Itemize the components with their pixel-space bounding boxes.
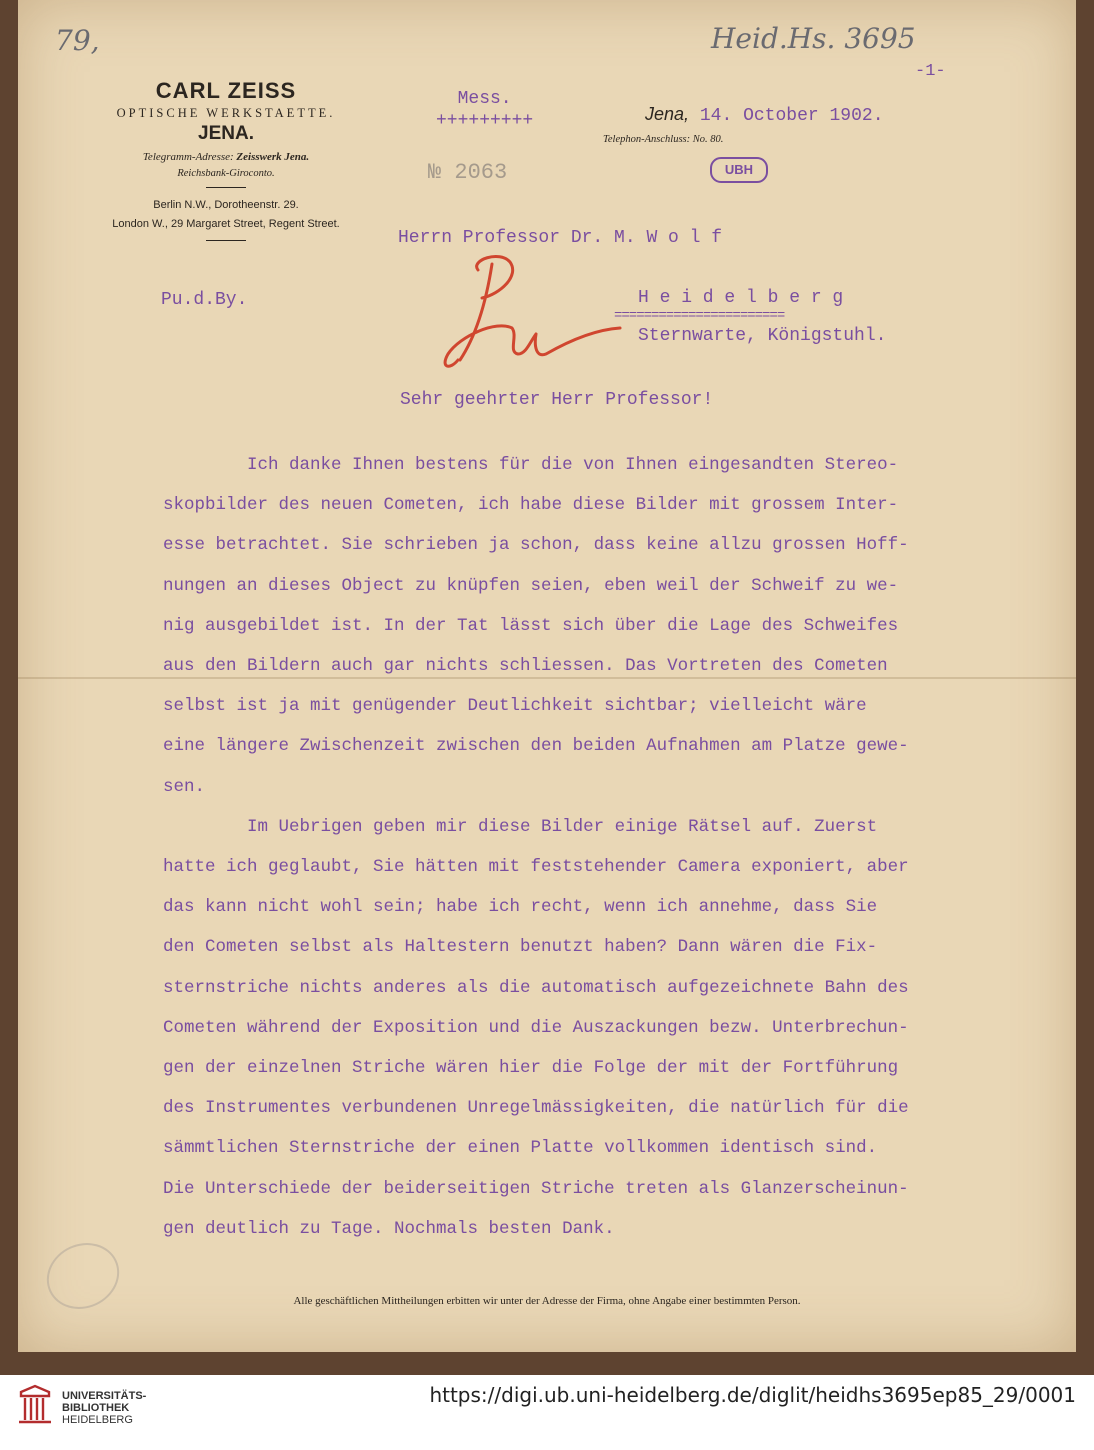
signature-mark [400,250,630,380]
company-city: JENA. [198,123,254,144]
salutation: Sehr geehrter Herr Professor! [400,390,714,410]
letter-body [163,445,1033,1249]
recipient-city-underline: ======================= [614,308,785,324]
faded-library-stamp [36,1231,130,1320]
date-text: 14. October 1902. [699,106,884,126]
body-line: sternstriche nichts anderes als die automatisch aufgezeichnete Bahn des [163,977,909,998]
body-line: des Instrumentes verbundenen Unregelmässigkeiten, die natürlich für die [163,1098,909,1119]
body-line: sämmtlichen Sternstriche der einen Platte vollkommen identisch sind. [163,1138,878,1159]
letter-date [645,104,884,126]
body-line: Ich danke Ihnen bestens für die von Ihnen eingesandten Stereo- [163,455,899,475]
body-line: nig ausgebildet ist. In der Tat lässt sich über die Lage des Schweifes [163,615,899,636]
recipient-name: Herrn Professor Dr. M. W o l f [398,228,723,248]
branch-address: London W., 29 Margaret Street, Regent Street. [112,218,340,230]
company-subtitle: OPTISCHE WERKSTAETTE. [116,106,336,120]
body-line: gen der einzelnen Striche wären hier die Folge der mit der Fortführung [163,1058,899,1079]
letterhead [76,78,376,241]
library-bar [0,1375,1094,1450]
body-line: gen deutlich zu Tage. Nochmals besten Dank. [163,1218,615,1239]
divider [206,187,246,188]
body-line: nungen an dieses Object zu knüpfen seien, eben weil der Schweif zu we- [163,575,899,596]
department-marks: +++++++++ [436,111,534,131]
document-url[interactable]: https://digi.ub.uni-heidelberg.de/diglit/heidhs3695ep85_29/0001 [429,1383,1076,1407]
body-line: eine längere Zwischenzeit zwischen den beiden Aufnahmen am Platze gewe- [163,736,909,757]
library-name-line2: BIBLIOTHEK [62,1402,130,1414]
body-line: selbst ist ja mit genügender Deutlichkeit sichtbar; vielleicht wäre [163,696,867,717]
body-line: skopbilder des neuen Cometen, ich habe diese Bilder mit grossem Inter- [163,495,899,516]
letterhead-footer: Alle geschäftlichen Mittheilungen erbitten wir unter der Adresse der Firma, ohne Angabe einer bestimmten Person. [293,1295,801,1307]
body-line: das kann nicht wohl sein; habe ich recht, wenn ich annehme, dass Sie [163,897,878,918]
date-city: Jena, [645,104,690,124]
number-stamp: № 2063 [428,160,508,185]
recipient-street: Sternwarte, Königstuhl. [638,326,887,346]
body-line: hatte ich geglaubt, Sie hätten mit feststehender Camera exponiert, aber [163,857,909,878]
library-name [62,1390,146,1426]
handwritten-note-left: 79, [55,24,100,57]
branch-address: Berlin N.W., Dorotheenstr. 29. [153,199,299,211]
department-label: Mess. [457,89,512,109]
body-line: aus den Bildern auch gar nichts schliessen. Das Vortreten des Cometen [163,656,888,677]
body-line: Die Unterschiede der beiderseitigen Striche treten als Glanzerscheinun- [163,1178,909,1199]
divider [206,240,246,241]
body-line: Im Uebrigen geben mir diese Bilder einige Rätsel auf. Zuerst [163,816,878,837]
body-line: sen. [163,776,206,797]
page-number: -1- [915,62,946,81]
body-line: esse betrachtet. Sie schrieben ja schon, dass keine allzu grossen Hoff- [163,535,909,556]
library-name-line1: UNIVERSITÄTS- [62,1390,147,1402]
body-line: Cometen während der Exposition und die Auszackungen bezw. Unterbrechun- [163,1017,909,1038]
ubh-stamp: UBH [710,157,768,183]
telegram-value: Zeisswerk Jena. [236,151,310,163]
library-logo-icon [15,1384,55,1426]
telegram-label: Telegramm-Adresse: [142,151,234,163]
recipient-city: H e i d e l b e r g [638,288,844,308]
letter-page [18,0,1076,1352]
handwritten-shelfmark: Heid.Hs. 3695 [711,22,916,55]
company-name: CARL ZEISS [155,78,297,103]
library-name-line3: HEIDELBERG [62,1414,133,1426]
bank-account: Reichsbank-Giroconto. [177,168,275,179]
telegram-address [76,151,376,163]
body-line: den Cometen selbst als Haltestern benutzt haben? Dann wären die Fix- [163,937,878,958]
department [436,88,533,132]
reference-code: Pu.d.By. [161,290,248,310]
telephone: Telephon-Anschluss: No. 80. [603,134,724,145]
